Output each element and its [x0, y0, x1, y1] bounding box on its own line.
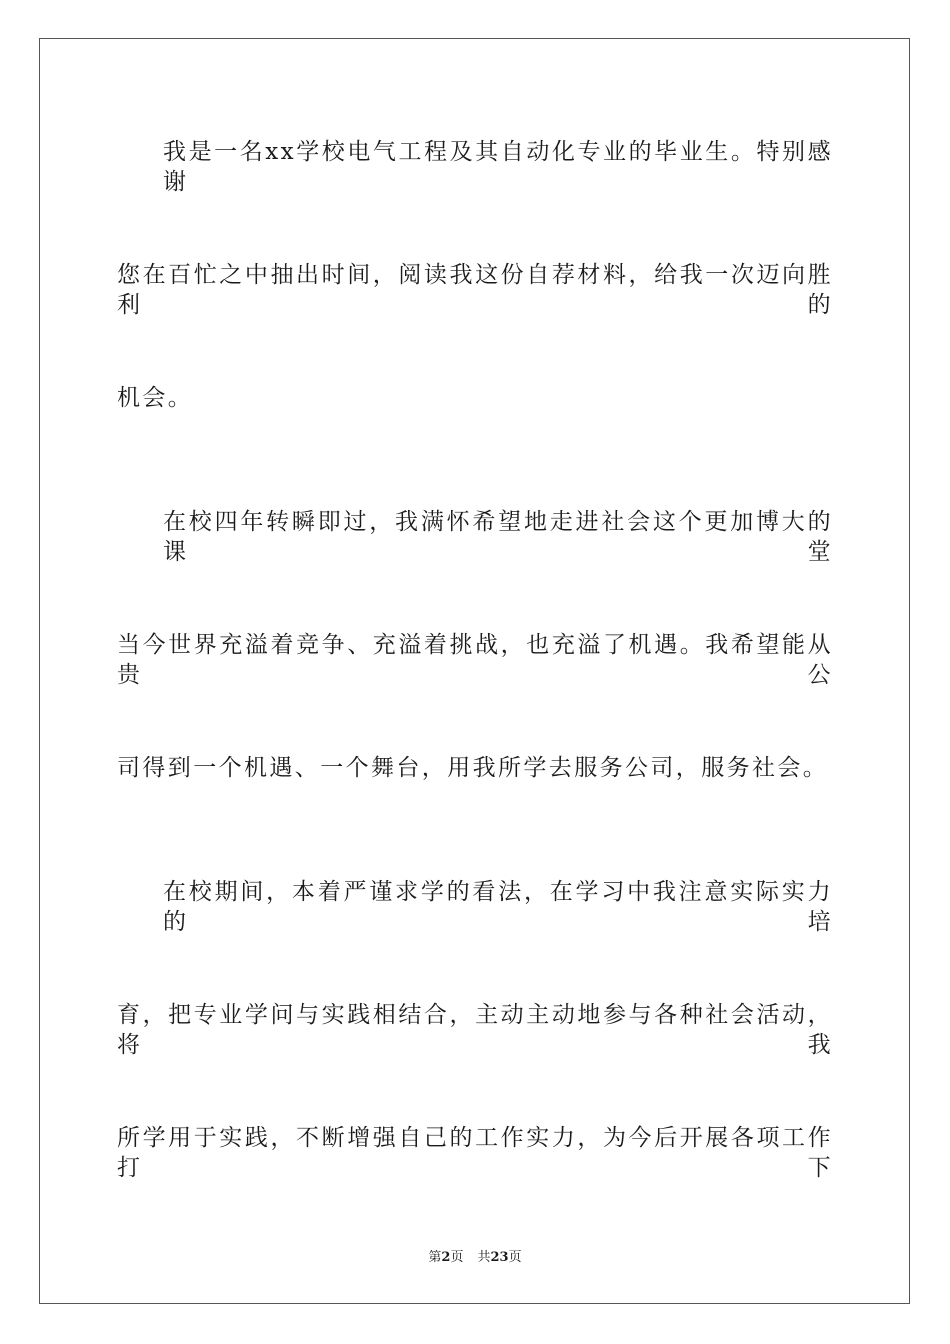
page-suffix: 页 — [450, 1250, 464, 1265]
paragraph-1-line-1: 我是一名xx学校电气工程及其自动化专业的毕业生。特别感谢 — [163, 139, 833, 195]
paragraph-3-line-2: 育，把专业学问与实践相结合，主动主动地参与各种社会活动，将我 — [117, 1002, 833, 1058]
total-prefix: 共 — [477, 1250, 491, 1265]
page-footer — [0, 1246, 950, 1265]
paragraph-2-line-2: 当今世界充溢着竞争、充溢着挑战，也充溢了机遇。我希望能从贵公 — [117, 632, 833, 688]
paragraph-1-line-3: 机会。 — [117, 385, 194, 411]
paragraph-2-line-1: 在校四年转瞬即过，我满怀希望地走进社会这个更加博大的课堂 — [163, 509, 833, 565]
total-pages: 23 — [490, 1250, 509, 1265]
page-number: 2 — [441, 1250, 451, 1265]
paragraph-3-line-1: 在校期间，本着严谨求学的看法，在学习中我注意实际实力的培 — [163, 879, 833, 935]
page-prefix: 第 — [428, 1250, 442, 1265]
paragraph-2-line-3: 司得到一个机遇、一个舞台，用我所学去服务公司，服务社会。 — [117, 755, 829, 781]
total-suffix: 页 — [508, 1250, 522, 1265]
paragraph-3-line-3: 所学用于实践，不断增强自己的工作实力，为今后开展各项工作打下 — [117, 1125, 833, 1181]
paragraph-1-line-2: 您在百忙之中抽出时间，阅读我这份自荐材料，给我一次迈向胜利的 — [117, 262, 833, 318]
